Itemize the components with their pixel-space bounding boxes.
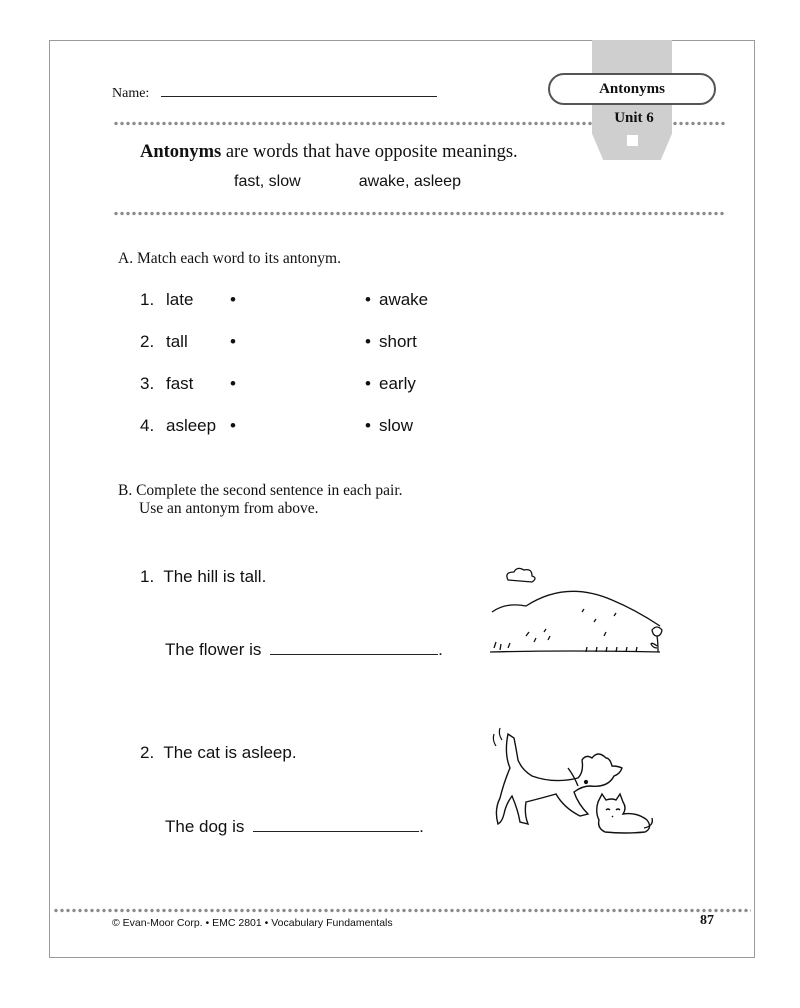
match-row	[140, 416, 440, 438]
match-answer: awake	[379, 290, 429, 309]
match-answer: early	[379, 374, 416, 393]
sentence-text: The hill is tall.	[163, 567, 267, 586]
flower-icon	[651, 627, 662, 652]
prompt-text: The dog is	[165, 817, 245, 836]
dog-cat-illustration	[486, 724, 676, 848]
topic-pill: Antonyms	[548, 73, 716, 105]
example-2: awake, asleep	[358, 173, 461, 190]
match-row	[140, 332, 440, 354]
motion-lines-icon	[493, 728, 502, 746]
sentence-period: .	[419, 817, 424, 836]
section-b-instruction-2: Use an antonym from above.	[139, 500, 319, 517]
match-dot-right[interactable]: •	[365, 374, 371, 393]
match-dot-left[interactable]: •	[230, 416, 236, 435]
dotted-rule-top-left	[113, 121, 593, 126]
match-word: late	[166, 290, 194, 309]
sentence-period: .	[438, 640, 443, 659]
sentence-number: 2.	[140, 743, 155, 762]
match-dot-left[interactable]: •	[230, 290, 236, 309]
hill-illustration	[486, 564, 676, 664]
cloud-icon	[507, 568, 535, 582]
match-number: 3.	[140, 374, 155, 393]
section-a-instruction: A. Match each word to its antonym.	[118, 250, 341, 267]
name-field[interactable]	[161, 96, 437, 97]
match-row	[140, 290, 440, 312]
dotted-rule-middle	[113, 211, 726, 216]
match-word: asleep	[166, 416, 217, 435]
sentence-text: The cat is asleep.	[163, 743, 297, 762]
definition-text: are words that have opposite meanings.	[221, 142, 518, 162]
unit-square-icon	[627, 135, 638, 146]
match-number: 2.	[140, 332, 155, 351]
example-1: fast, slow	[234, 173, 301, 190]
match-answer: short	[379, 332, 417, 351]
match-answer: slow	[379, 416, 414, 435]
dotted-rule-top-right	[672, 121, 726, 126]
prompt-text: The flower is	[165, 640, 262, 659]
footer-credit: © Evan-Moor Corp. • EMC 2801 • Vocabulary Fundamentals	[112, 917, 393, 929]
match-dot-right[interactable]: •	[365, 290, 371, 309]
unit-label: Unit 6	[614, 110, 654, 126]
definition	[140, 142, 518, 163]
match-word: tall	[166, 332, 188, 351]
sentence-pair-2-given	[140, 743, 297, 763]
definition-term: Antonyms	[140, 142, 222, 162]
match-row	[140, 374, 440, 396]
answer-blank-1[interactable]	[270, 640, 438, 655]
match-dot-right[interactable]: •	[365, 332, 371, 351]
match-number: 4.	[140, 416, 155, 435]
match-word: fast	[166, 374, 194, 393]
sentence-pair-2-prompt	[165, 817, 424, 837]
page-number: 87	[700, 913, 714, 928]
match-dot-left[interactable]: •	[230, 374, 236, 393]
sentence-pair-1-prompt	[165, 640, 443, 660]
examples	[234, 173, 461, 191]
sentence-pair-1-given	[140, 567, 266, 587]
match-number: 1.	[140, 290, 155, 309]
name-label: Name:	[112, 86, 150, 101]
section-b-instruction-1: B. Complete the second sentence in each pair.	[118, 482, 403, 499]
dotted-rule-footer	[53, 908, 751, 913]
hill-icon	[490, 591, 660, 652]
cat-icon	[597, 794, 653, 833]
answer-blank-2[interactable]	[253, 817, 419, 832]
match-dot-right[interactable]: •	[365, 416, 371, 435]
match-dot-left[interactable]: •	[230, 332, 236, 351]
sentence-number: 1.	[140, 567, 155, 586]
